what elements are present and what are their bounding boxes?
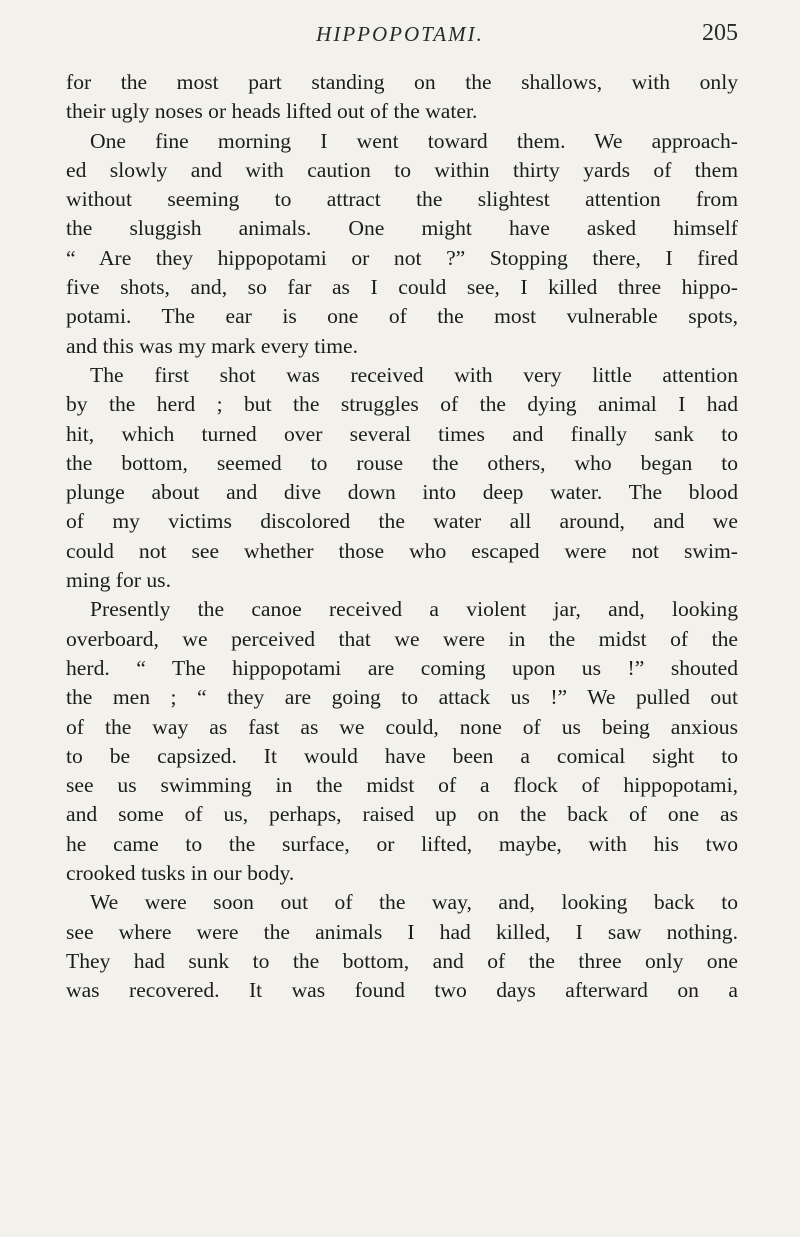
- text-line: potami. The ear is one of the most vulnerable spots,: [66, 304, 738, 329]
- text-line: by the herd ; but the struggles of the dying animal I had: [66, 392, 738, 417]
- text-line: their ugly noses or heads lifted out of the water.: [66, 99, 478, 124]
- text-line: without seeming to attract the slightest attention from: [66, 187, 738, 212]
- text-line: ed slowly and with caution to within thirty yards of them: [66, 157, 738, 182]
- text-line: Presently the canoe received a violent jar, and, looking: [90, 597, 738, 622]
- text-line: “ Are they hippopotami or not ?” Stopping there, I fired: [66, 245, 738, 270]
- text-line: the men ; “ they are going to attack us !” We pulled out: [66, 685, 738, 710]
- text-line: see where were the animals I had killed, I saw nothing.: [66, 919, 738, 944]
- text-line: for the most part standing on the shallows, with only: [66, 70, 738, 94]
- text-line: see us swimming in the midst of a flock of hippopotami,: [66, 773, 738, 798]
- text-line: five shots, and, so far as I could see, I killed three hippo-: [66, 275, 738, 300]
- text-line: The first shot was received with very little attention: [90, 362, 738, 387]
- running-title: HIPPOPOTAMI.: [316, 22, 484, 46]
- page-number: 205: [702, 20, 738, 46]
- page-header: [0, 18, 800, 54]
- text-line: They had sunk to the bottom, and of the three only one: [66, 948, 738, 973]
- text-line: of my victims discolored the water all around, and we: [66, 509, 738, 534]
- text-line: hit, which turned over several times and finally sank to: [66, 421, 738, 446]
- text-line: of the way as fast as we could, none of us being anxious: [66, 714, 738, 739]
- text-line: could not see whether those who escaped were not swim-: [66, 538, 738, 563]
- text-line: and this was my mark every time.: [66, 333, 359, 358]
- text-line: ming for us.: [66, 568, 171, 593]
- text-line: overboard, we perceived that we were in the midst of the: [66, 626, 738, 651]
- text-line: the bottom, seemed to rouse the others, who began to: [66, 450, 738, 475]
- text-line: We were soon out of the way, and, looking back to: [90, 890, 738, 915]
- text-line: the sluggish animals. One might have asked himself: [66, 216, 738, 241]
- text-line: crooked tusks in our body.: [66, 861, 295, 886]
- text-line: was recovered. It was found two days afterward on a: [66, 978, 738, 1003]
- text-line: plunge about and dive down into deep water. The blood: [66, 480, 738, 505]
- text-line: and some of us, perhaps, raised up on the back of one as: [66, 802, 738, 827]
- body-text: [66, 68, 738, 1006]
- text-line: to be capsized. It would have been a comical sight to: [66, 743, 738, 768]
- text-line: herd. “ The hippopotami are coming upon us !” shouted: [66, 655, 738, 680]
- text-line: he came to the surface, or lifted, maybe, with his two: [66, 831, 738, 856]
- text-line: One fine morning I went toward them. We approach-: [90, 128, 738, 153]
